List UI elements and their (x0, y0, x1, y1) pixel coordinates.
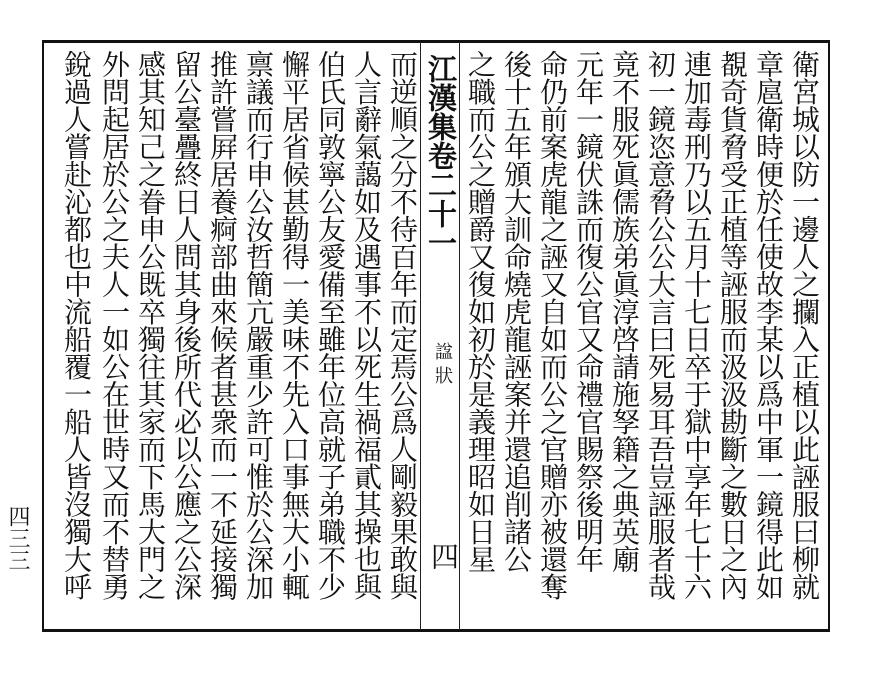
text-column: 人言辭氣藹如及遇事不以死生禍福貳其操也與 (350, 50, 383, 600)
center-margin (420, 42, 460, 630)
text-column: 銳過人嘗赴沁都也中流船覆一船人皆沒獨大呼 (60, 50, 93, 600)
section-label: 諡狀 (432, 342, 453, 390)
text-column: 章扈衛時便於任使故李某以爲中軍一鏡得此如 (752, 50, 785, 600)
text-column: 連加毒刑乃以五月十七日卒于獄中享年七十六 (680, 50, 713, 600)
text-column: 伯氏同敦寧公友愛備至雖年位高就子弟職不少 (314, 50, 347, 600)
book-title (423, 54, 459, 257)
text-column: 後十五年頒大訓命燒虎龍誣案并還追削諸公 (500, 50, 533, 573)
text-column: 推許嘗屛居養痾部曲來候者甚衆而一不延接獨 (206, 50, 239, 600)
book-title-text: 江漢集 (424, 54, 458, 141)
folio-number: 四三三 (5, 505, 30, 571)
text-column: 命仍前案虎龍之誣又自如而公之官贈亦被還奪 (536, 50, 569, 600)
text-column: 初一鏡恣意脅公公大言曰死易耳吾豈誣服者哉 (644, 50, 677, 600)
text-column: 懈平居省候甚勤得一美味不先入口事無大小輒 (278, 50, 311, 600)
text-column: 衛宮城以防一邊人之攔入正植以此誣服曰柳就 (788, 50, 821, 600)
text-column: 覩奇貨脅受正植等誣服而汲汲勘斷之數日之內 (716, 50, 749, 600)
text-column: 外問起居於公之夫人一如公在世時又而不替勇 (98, 50, 131, 600)
text-column: 留公臺疊終日人問其身後所代必以公應之公深 (170, 50, 203, 600)
text-column: 元年一鏡伏誅而復公官又命禮官賜祭後明年 (572, 50, 605, 573)
text-column: 禀議而行申公汝哲簡亢嚴重少許可惟於公深加 (242, 50, 275, 600)
volume-label: 卷二十一 (424, 141, 458, 257)
text-column: 竟不服死眞儒族弟眞淳啓請施孥籍之典英廟 (608, 50, 641, 573)
page-number: 四 (427, 542, 460, 570)
text-column: 感其知己之眷申公既卒獨往其家而下馬大門之 (134, 50, 167, 600)
text-column: 之職而公之贈爵又復如初於是義理昭如日星 (464, 50, 497, 573)
text-column: 而逆順之分不待百年而定焉公爲人剛毅果敢與 (386, 50, 419, 600)
